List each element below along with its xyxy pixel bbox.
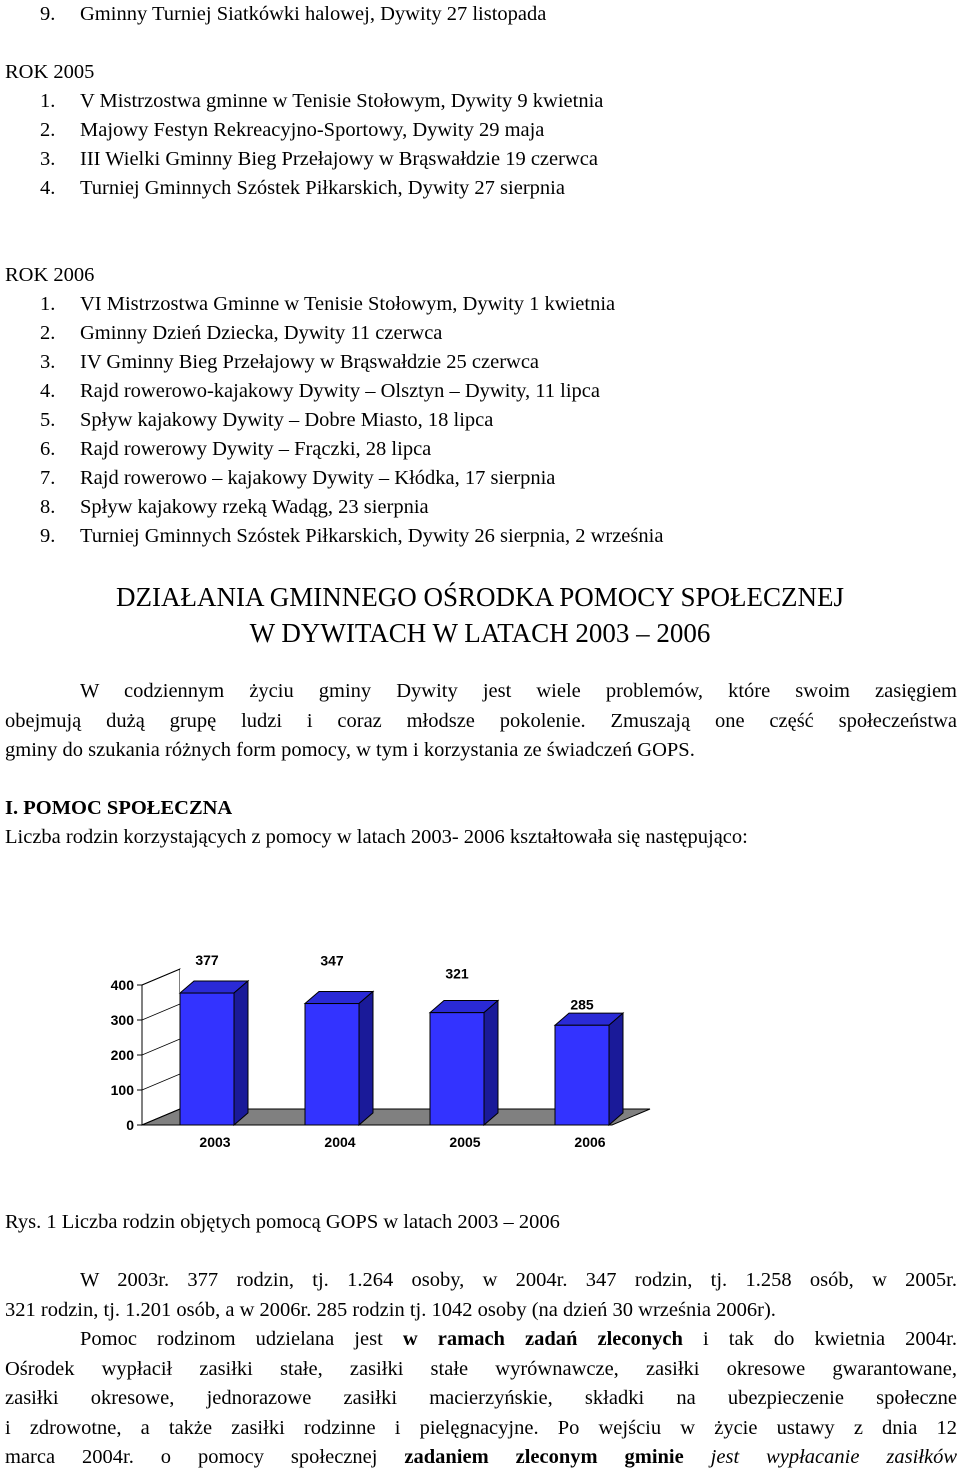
list-item: 9. Gminny Turniej Siatkówki halowej, Dywity 27 listopada [40, 3, 547, 25]
x-tick-label: 2004 [324, 1134, 356, 1150]
y-tick-label: 200 [110, 1047, 134, 1063]
bar [555, 1025, 609, 1125]
list-item: 3. IV Gminny Bieg Przełajowy w Brąswałdzie 25 czerwca [40, 351, 540, 373]
bar [180, 993, 234, 1125]
figure-caption: Rys. 1 Liczba rodzin objętych pomocą GOPS w latach 2003 – 2006 [5, 1211, 560, 1233]
data-label: 347 [320, 952, 344, 969]
assistance-paragraph: Pomoc rodzinom udzielana jest w ramach zadań zleconych i tak do kwietnia 2004r. Ośrodek wypłacił zasiłki stałe, zasiłki stałe wyrównawcze, zasiłki okresowe gwarantowane, zasiłki okresowe, jednorazowe zasiłki macierzyńskie, składki na ubezpieczenie społeczne i zdrowotne, a także zasiłki rodzinne i pielęgnacyjne. Po wejściu w życie ustawy z dnia 12 marca 2004r. o pomocy społecznej zadaniem zleconym gminie jest wypłacanie zasiłków [5, 1328, 958, 1468]
section-heading-2005: ROK 2005 [5, 61, 95, 83]
list-item: 4. Rajd rowerowo-kajakowy Dywity – Olsztyn – Dywity, 11 lipca [40, 380, 600, 402]
list-item: 2. Gminny Dzień Dziecka, Dywity 11 czerwca [40, 322, 443, 344]
bar-side [359, 991, 373, 1125]
section-heading-2006: ROK 2006 [5, 264, 95, 286]
bar [305, 1004, 359, 1125]
y-tick-label: 400 [110, 977, 134, 993]
list-item: 8. Spływ kajakowy rzeką Wadąg, 23 sierpnia [40, 496, 429, 518]
pomoc-heading: I. POMOC SPOŁECZNA [5, 797, 233, 819]
list-item: 4. Turniej Gminnych Szóstek Piłkarskich, Dywity 27 sierpnia [40, 177, 565, 199]
pomoc-lead: Liczba rodzin korzystających z pomocy w latach 2003- 2006 kształtowała się następująco: [5, 826, 748, 848]
y-tick-label: 300 [110, 1012, 134, 1028]
x-tick-label: 2005 [449, 1134, 481, 1150]
list-item: 6. Rajd rowerowy Dywity – Frączki, 28 lipca [40, 438, 432, 460]
list-item: 1. VI Mistrzostwa Gminne w Tenisie Stołowym, Dywity 1 kwietnia [40, 293, 616, 315]
y-tick-label: 100 [110, 1082, 134, 1098]
list-item: 2. Majowy Festyn Rekreacyjno-Sportowy, Dywity 29 maja [40, 119, 545, 141]
intro-paragraph: W codziennym życiu gminy Dywity jest wiele problemów, które swoim zasięgiem obejmują dużą grupę ludzi i coraz młodsze pokolenie. Zmuszają one część społeczeństwa gminy do szukania różnych form pomocy, w tym i korzystania ze świadczeń GOPS. [5, 680, 957, 761]
list-item: 7. Rajd rowerowo – kajakowy Dywity – Kłódka, 17 sierpnia [40, 467, 556, 489]
y-tick-label: 0 [126, 1117, 134, 1133]
bar [430, 1013, 484, 1125]
bar-side [484, 1001, 498, 1125]
bar-side [609, 1013, 623, 1125]
list-item: 1. V Mistrzostwa gminne w Tenisie Stołowym, Dywity 9 kwietnia [40, 90, 604, 112]
bar-side [234, 981, 248, 1125]
x-tick-label: 2003 [199, 1134, 231, 1150]
x-tick-label: 2006 [574, 1134, 606, 1150]
families-bar-chart [100, 925, 660, 1155]
data-label: 285 [570, 996, 594, 1013]
stats-paragraph: W 2003r. 377 rodzin, tj. 1.264 osoby, w 2004r. 347 rodzin, tj. 1.258 osób, w 2005r. 321 rodzin, tj. 1.201 osób, a w 2006r. 285 rodzin tj. 1042 osoby (na dzień 30 września 2006r). [5, 1269, 957, 1321]
section-title-line-2: W DYWITACH W LATACH 2003 – 2006 [249, 618, 711, 648]
list-item: 9. Turniej Gminnych Szóstek Piłkarskich, Dywity 26 sierpnia, 2 września [40, 525, 664, 547]
list-item: 5. Spływ kajakowy Dywity – Dobre Miasto, 18 lipca [40, 409, 494, 431]
list-item: 3. III Wielki Gminny Bieg Przełajowy w Brąswałdzie 19 czerwca [40, 148, 598, 170]
section-title-line-1: DZIAŁANIA GMINNEGO OŚRODKA POMOCY SPOŁECZNEJ [115, 582, 845, 612]
data-label: 377 [195, 952, 219, 969]
data-label: 321 [445, 965, 469, 982]
